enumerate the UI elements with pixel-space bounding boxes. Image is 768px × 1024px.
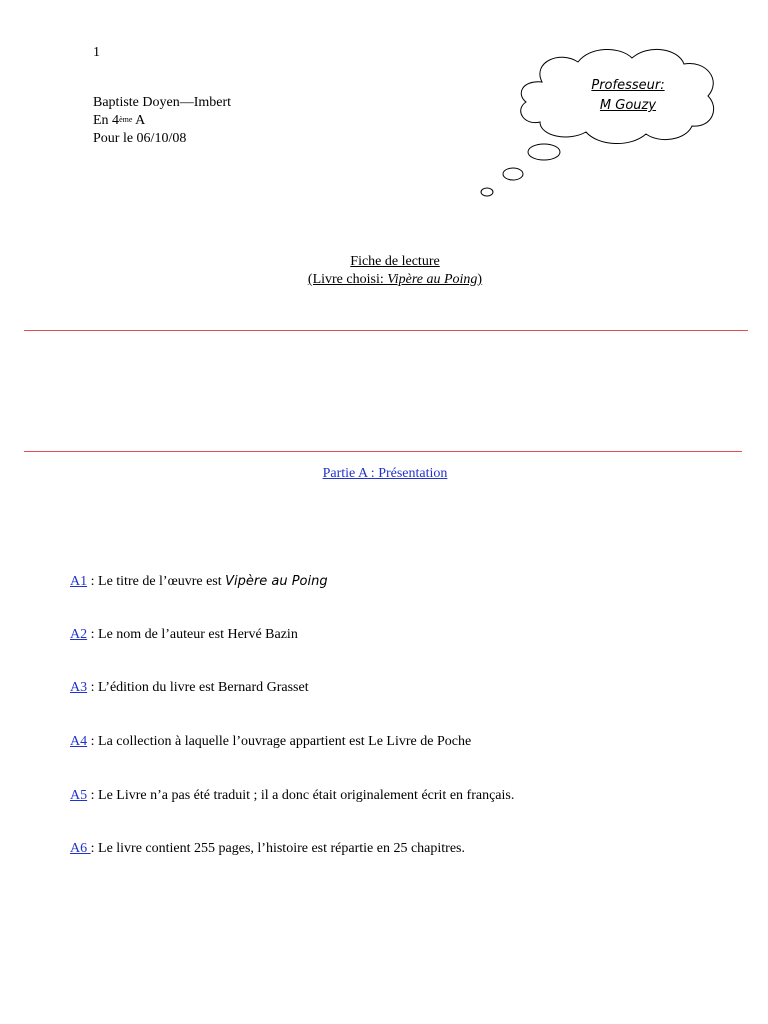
list-item [70,841,465,857]
list-item [70,680,309,696]
cloud-text [540,76,716,116]
cloud-teacher-label: Professeur: [591,78,665,93]
page-number: 1 [93,45,100,60]
item-link[interactable]: A3 [70,680,88,695]
item-link[interactable]: A2 [70,627,88,642]
item-text: : L’édition du livre est Bernard Grasset [87,680,309,695]
student-info [93,94,231,148]
title-line1: Fiche de lecture [350,254,440,269]
list-item [70,788,514,804]
section-heading-link[interactable]: Partie A : Présentation [322,466,448,481]
list-item [70,627,298,643]
list-item [70,574,328,590]
list-item [70,734,471,750]
item-link[interactable]: A1 [70,574,88,589]
due-date: Pour le 06/10/08 [93,131,187,146]
item-text: : Le Livre n’a pas été traduit ; il a donc était originalement écrit en français. [87,788,515,803]
item-text: : La collection à laquelle l’ouvrage appartient est Le Livre de Poche [87,734,472,749]
student-name: Baptiste Doyen—Imbert [93,95,232,110]
item-text: : Le nom de l’auteur est Hervé Bazin [87,627,298,642]
cloud-teacher-name: M Gouzy [599,98,657,113]
item-text: : Le titre de l’œuvre est [87,574,226,589]
thought-cloud-icon [480,40,730,205]
student-class: En 4ème A [93,113,146,128]
divider-top [24,330,748,331]
item-link[interactable]: A4 [70,734,88,749]
document-title [0,253,768,289]
item-link[interactable]: A6 [70,841,91,856]
item-link[interactable]: A5 [70,788,88,803]
divider-bottom [24,451,742,452]
item-text: : Le livre contient 255 pages, l’histoire est répartie en 25 chapitres. [90,841,465,856]
item-italic-text: Vipère au Poing [225,574,328,589]
title-line2: (Livre choisi: Vipère au Poing) [307,272,483,287]
